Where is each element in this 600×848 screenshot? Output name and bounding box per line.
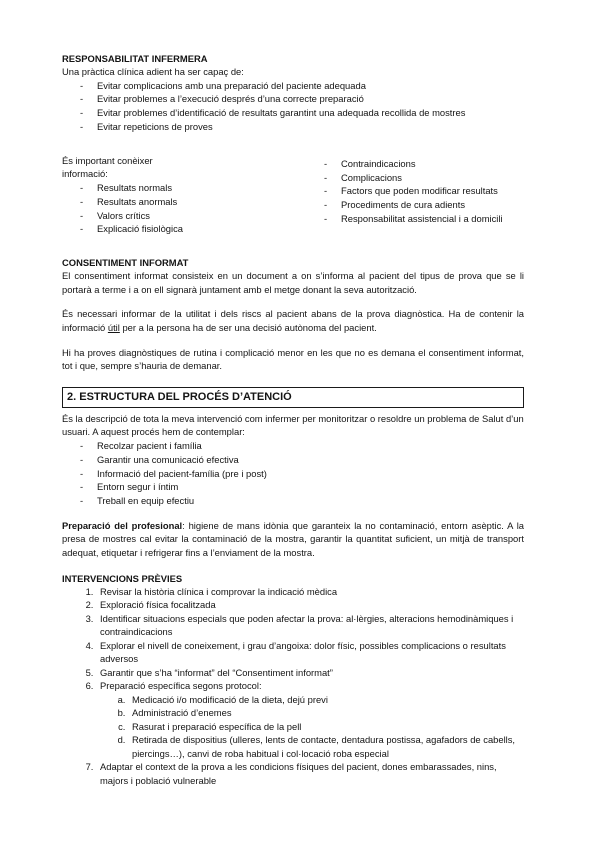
preparacio-sublist [100,693,524,761]
list-item: - Factors que poden modificar resultats [324,184,524,198]
list-item: c. Rasurat i preparació específica de la pell [128,720,524,734]
list-item: - Evitar problemes a l’execució després d’una correcte preparació [80,92,524,106]
responsabilitat-list [62,79,524,134]
list-item: - Responsabilitat assistencial i a domicili [324,212,524,226]
section-2-intro: És la descripció de tota la meva intervenció com infermer per monitoritzar o resoldre un problema de Salut d’un usuari. A aquest procés hem de contemplar: [62,412,524,438]
underlined-word: útil [107,321,120,333]
list-item: 7. Adaptar el context de la prova a les condicions físiques del pacient, dones embarassades, nins, majors i població vulnerable [96,760,524,787]
intervencions-list [62,585,524,788]
list-item: - Evitar problemes d’identificació de resultats garantint una adequada recollida de mostres [80,106,524,120]
list-item: d. Retirada de dispositius (ulleres, lents de contacte, dentadura postissa, agafadors de cabells, piercings…), canvi de roba habitual i col·locació roba especial [128,733,524,760]
responsabilitat-heading: RESPONSABILITAT INFERMERA [62,53,208,64]
list-item: - Procediments de cura adients [324,198,524,212]
list-item: - Contraindicacions [324,157,524,171]
list-item: - Complicacions [324,171,524,185]
list-item: - Evitar repeticions de proves [80,120,524,134]
list-item: 4. Explorar el nivell de coneixement, i grau d’angoixa: dolor físic, possibles complicacions o resultats adversos [96,639,524,666]
intervencions-heading: INTERVENCIONS PRÈVIES [62,572,183,584]
list-item: 1. Revisar la història clínica i comprovar la indicació mèdica [96,585,524,599]
knowledge-left-list [62,181,324,236]
consentiment-paragraph-3: Hi ha proves diagnòstiques de rutina i complicació menor en les que no es demana el consentiment informat, tot i que, sempre s’hauria de demanar. [62,346,524,372]
list-item: - Entorn segur i íntim [80,480,524,494]
list-item: - Treball en equip efectiu [80,494,524,508]
list-item: - Evitar complicacions amb una preparació del paciente adequada [80,79,524,93]
list-item: b. Administració d’enemes [128,706,524,720]
knowledge-columns [62,154,524,236]
consentiment-paragraph-1: El consentiment informat consisteix en un document a on s’informa al pacient del tipus de prova que se li portarà a terme i a on ell signarà juntament amb el metge donant la seva autorització. [62,270,524,295]
list-item: - Informació del pacient-família (pre i post) [80,467,524,481]
list-item: a. Medicació i/o modificació de la dieta, dejú previ [128,693,524,707]
preparacio-paragraph: Preparació del profesional: higiene de mans idònia que garanteix la no contaminació, entorn asèptic. A la presa de mostres cal evitar la contaminació de la mostra, garantir la quantitat suficient, un mitjà de transport adequat, etiquetar i refrigerar fins a l’enviament de la mostra. [62,519,524,559]
knowledge-left-column [62,154,324,236]
knowledge-right-column [324,154,524,236]
list-item: - Recolzar pacient i família [80,439,524,453]
document-page [62,52,524,787]
list-item: 6. Preparació específica segons protocol: a. Medicació i/o modificació de la dieta, dejú previ b. Administració d’enemes c. Rasurat i preparació específica de la pell d. Retirada de dispositius (ulleres, lents de contacte, dentadura postissa, agafadors de cabells, piercings…), canvi de roba habitual i col·locació roba especial [96,679,524,760]
list-item: 2. Exploració física focalitzada [96,598,524,612]
section-2-title: 2. ESTRUCTURA DEL PROCÉS D’ATENCIÓ [62,387,524,408]
section-2-list [62,439,524,508]
consentiment-heading: CONSENTIMENT INFORMAT [62,257,189,269]
responsabilitat-intro: Una pràctica clínica adient ha ser capaç de: [62,66,244,77]
knowledge-right-list [324,157,524,226]
list-item: 3. Identificar situacions especials que poden afectar la prova: al·lèrgies, alteracions hemodinàmiques i contraindicacions [96,612,524,639]
list-item: - Garantir una comunicació efectiva [80,453,524,467]
list-item: 5. Garantir que s’ha “informat” del “Consentiment informat” [96,666,524,680]
list-item: - Resultats normals [80,181,324,195]
preparacio-label: Preparació del profesional [62,519,183,531]
list-item: - Explicació fisiològica [80,222,324,236]
list-item: - Valors crítics [80,209,324,223]
consentiment-paragraph-2: És necessari informar de la utilitat i dels riscs al pacient abans de la prova diagnòstica. Ha de contenir la informació útil per a la persona ha de ser una decisió autònoma del pacient. [62,308,524,333]
knowledge-intro: És important conèixer informació: [62,154,153,180]
list-item: - Resultats anormals [80,195,324,209]
